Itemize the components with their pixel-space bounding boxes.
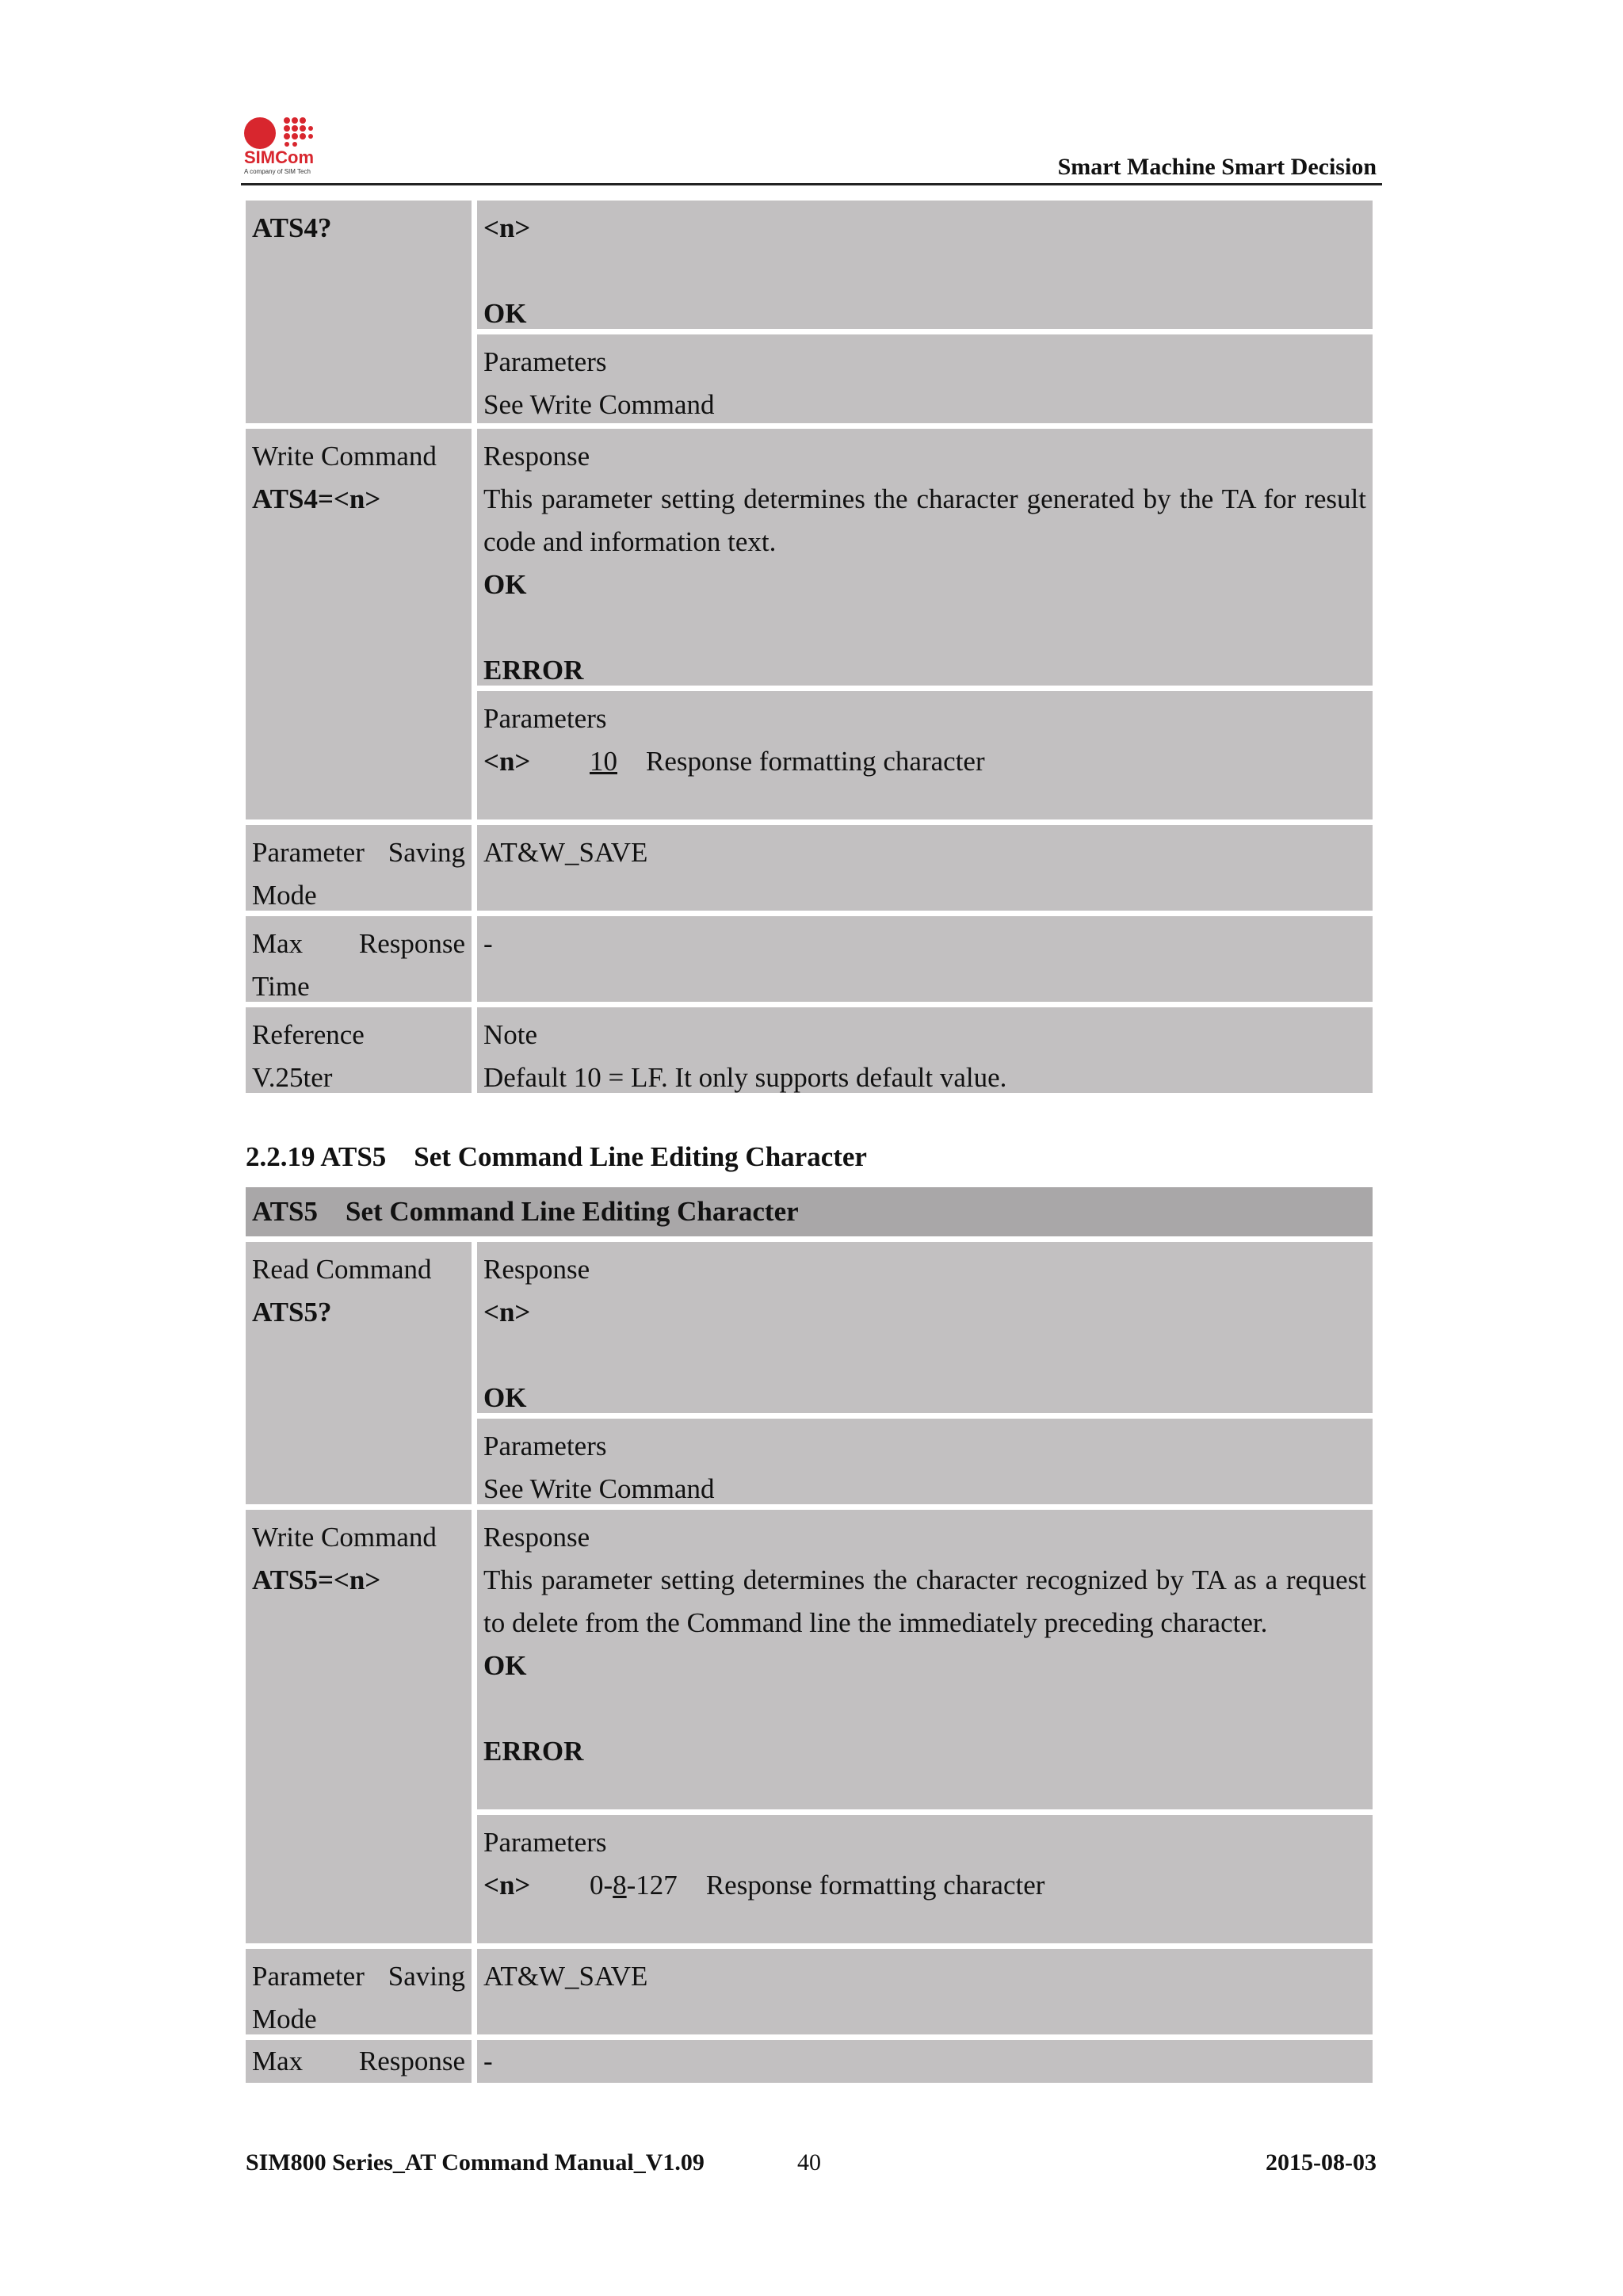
svg-text:SIMCom: SIMCom — [244, 147, 314, 167]
read-command-label: Read Command ATS5? — [246, 1242, 472, 1504]
saving-mode-value: AT&W_SAVE — [477, 1949, 1373, 2034]
table-row — [246, 201, 1373, 423]
footer-page-number: 40 — [797, 2149, 821, 2176]
saving-mode-label: Parameter Saving Mode — [246, 1949, 472, 2034]
read-command-label: ATS4? — [246, 201, 472, 423]
table-row — [246, 1510, 1373, 1943]
max-response-label: Max Response — [246, 2040, 472, 2083]
table-row — [246, 825, 1373, 911]
ats5-table — [246, 1187, 1373, 2088]
param-range: 0-8-127 — [590, 1870, 678, 1901]
saving-mode-value: AT&W_SAVE — [477, 825, 1373, 911]
table-row — [246, 2040, 1373, 2083]
write-command-label: Write Command ATS4=<n> — [246, 429, 472, 819]
table-row — [246, 1242, 1373, 1504]
reference-note-cell: Note Default 10 = LF. It only supports default value. — [477, 1007, 1373, 1093]
read-response-cell: Response <n> OK — [477, 1242, 1373, 1413]
write-command-label: Write Command ATS5=<n> — [246, 1510, 472, 1943]
header-tagline: Smart Machine Smart Decision — [1057, 154, 1377, 180]
read-response-cell: <n> OK — [477, 201, 1373, 329]
max-response-value: - — [477, 916, 1373, 1002]
write-parameters-cell: Parameters <n> 10 Response formatting character — [477, 691, 1373, 819]
read-parameters-cell: Parameters See Write Command — [477, 1419, 1373, 1504]
saving-mode-label: Parameter Saving Mode — [246, 825, 472, 911]
max-response-label: Max Response Time — [246, 916, 472, 1002]
max-response-value: - — [477, 2040, 1373, 2083]
read-parameters-cell: Parameters See Write Command — [477, 334, 1373, 423]
table-row — [246, 1007, 1373, 1093]
table-header: ATS5 Set Command Line Editing Character — [246, 1187, 1373, 1236]
header-rule — [241, 183, 1382, 185]
write-response-cell: Response This parameter setting determines the character generated by the TA for result code and information text. OK ERROR — [477, 429, 1373, 686]
simcom-logo — [242, 116, 325, 178]
table-row — [246, 916, 1373, 1002]
write-response-cell: Response This parameter setting determines the character recognized by TA as a request to delete from the Command line the immediately preceding character. OK ERROR — [477, 1510, 1373, 1809]
table-row — [246, 429, 1373, 819]
footer-doc-title: SIM800 Series_AT Command Manual_V1.09 — [246, 2149, 705, 2176]
svg-text:A company of SIM Tech: A company of SIM Tech — [244, 168, 311, 175]
table-row — [246, 1949, 1373, 2034]
ats4-table — [246, 201, 1373, 1098]
write-parameters-cell: Parameters <n> 0-8-127 Response formatting character — [477, 1815, 1373, 1943]
reference-label: Reference V.25ter — [246, 1007, 472, 1093]
footer-date: 2015-08-03 — [1266, 2149, 1377, 2176]
section-heading: 2.2.19 ATS5 Set Command Line Editing Character — [246, 1141, 867, 1172]
